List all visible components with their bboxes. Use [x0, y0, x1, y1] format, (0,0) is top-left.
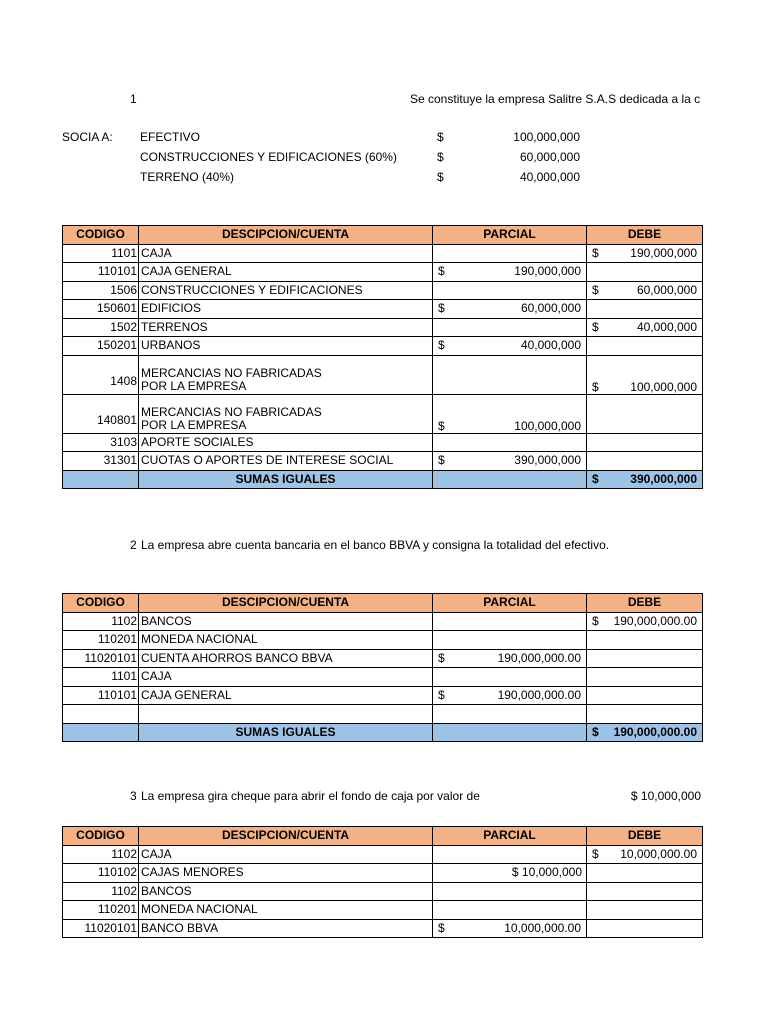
totals-empty-cell: [63, 470, 139, 489]
account-description: CAJA GENERAL: [139, 686, 433, 705]
debe-cell: [587, 668, 703, 687]
debe-amount: 10,000,000.00: [620, 846, 697, 861]
table-row: [63, 452, 703, 471]
entry-3-value: $ 10,000,000: [630, 789, 701, 803]
parcial-cell: [433, 864, 587, 883]
description-line: MERCANCIAS NO FABRICADAS: [141, 404, 322, 419]
totals-parcial-cell: [433, 470, 587, 489]
account-description: CUOTAS O APORTES DE INTERESE SOCIAL: [139, 452, 433, 471]
table-row: [63, 668, 703, 687]
debe-cell: [587, 263, 703, 282]
debe-cell: [587, 300, 703, 319]
header-debe: DEBE: [587, 594, 703, 613]
currency-symbol: $: [438, 687, 445, 702]
totals-parcial-cell: [433, 723, 587, 742]
parcial-cell: [433, 919, 587, 938]
empty-cell: [587, 705, 703, 724]
header-descripcion: DESCIPCION/CUENTA: [139, 827, 433, 846]
table-header: [63, 226, 703, 245]
account-code: 140801: [63, 394, 139, 433]
currency-symbol: $: [592, 379, 599, 394]
account-description: CAJA GENERAL: [139, 263, 433, 282]
description-line: MERCANCIAS NO FABRICADAS: [141, 365, 322, 380]
table-row: [63, 901, 703, 920]
table-row: [63, 263, 703, 282]
table-row: [63, 281, 703, 300]
debe-cell: [587, 864, 703, 883]
table-row: [63, 882, 703, 901]
header-debe: DEBE: [587, 827, 703, 846]
total-amount: 190,000,000.00: [613, 724, 697, 739]
header-debe: DEBE: [587, 226, 703, 245]
header-codigo: CODIGO: [63, 594, 139, 613]
account-description: CAJAS MENORES: [139, 864, 433, 883]
debe-cell: [587, 318, 703, 337]
parcial-amount: 190,000,000.00: [497, 687, 581, 702]
account-description: APORTE SOCIALES: [139, 433, 433, 452]
debe-cell: [587, 612, 703, 631]
journal-table-1: [62, 225, 703, 489]
table-row: [63, 337, 703, 356]
parcial-cell: [433, 649, 587, 668]
table-header: [63, 827, 703, 846]
parcial-cell: [433, 318, 587, 337]
currency-symbol: $: [438, 418, 445, 433]
parcial-amount: $ 10,000,000: [511, 865, 582, 880]
account-description: CAJA: [139, 668, 433, 687]
account-description: BANCOS: [139, 882, 433, 901]
header-parcial: PARCIAL: [433, 827, 587, 846]
debe-cell: [587, 919, 703, 938]
currency-symbol: $: [437, 150, 444, 164]
totals-empty-cell: [63, 723, 139, 742]
totals-label: SUMAS IGUALES: [139, 723, 433, 742]
currency-symbol: $: [438, 301, 445, 316]
debe-cell: [587, 281, 703, 300]
parcial-amount: 390,000,000: [514, 453, 581, 468]
header-descripcion: DESCIPCION/CUENTA: [139, 594, 433, 613]
debe-cell: [587, 337, 703, 356]
debe-cell: [587, 845, 703, 864]
debe-amount: 40,000,000: [636, 319, 697, 334]
currency-symbol: $: [592, 471, 599, 486]
table-header: [63, 594, 703, 613]
debe-cell: [587, 901, 703, 920]
parcial-amount: 40,000,000: [520, 338, 581, 353]
parcial-cell: [433, 433, 587, 452]
totals-label: SUMAS IGUALES: [139, 470, 433, 489]
account-description: URBANOS: [139, 337, 433, 356]
entry-2-text: La empresa abre cuenta bancaria en el banco BBVA y consigna la totalidad del efectivo.: [141, 538, 610, 552]
account-description: EDIFICIOS: [139, 300, 433, 319]
table-row: [63, 244, 703, 263]
account-code: 110201: [63, 631, 139, 650]
parcial-cell: [433, 631, 587, 650]
account-code: 110201: [63, 901, 139, 920]
parcial-cell: [433, 355, 587, 394]
account-code: 1408: [63, 355, 139, 394]
currency-symbol: $: [592, 613, 599, 628]
contribution-amount: 40,000,000: [519, 170, 580, 184]
table-row: [63, 355, 703, 394]
currency-symbol: $: [437, 170, 444, 184]
header-descripcion: DESCIPCION/CUENTA: [139, 226, 433, 245]
table-row: [63, 864, 703, 883]
currency-symbol: $: [592, 724, 599, 739]
account-description: [139, 394, 433, 433]
account-description: MONEDA NACIONAL: [139, 631, 433, 650]
table-row: [63, 631, 703, 650]
account-code: 110102: [63, 864, 139, 883]
account-description: CONSTRUCCIONES Y EDIFICACIONES: [139, 281, 433, 300]
account-code: 150201: [63, 337, 139, 356]
parcial-cell: [433, 901, 587, 920]
debe-cell: [587, 433, 703, 452]
account-code: 11020101: [63, 649, 139, 668]
parcial-amount: 190,000,000: [514, 264, 581, 279]
debe-cell: [587, 882, 703, 901]
total-amount: 390,000,000: [630, 471, 697, 486]
parcial-cell: [433, 281, 587, 300]
account-code: 110101: [63, 686, 139, 705]
debe-amount: 60,000,000: [636, 282, 697, 297]
entry-number-3: 3: [130, 789, 137, 803]
account-code: 1101: [63, 244, 139, 263]
account-code: 150601: [63, 300, 139, 319]
header-parcial: PARCIAL: [433, 226, 587, 245]
account-description: MONEDA NACIONAL: [139, 901, 433, 920]
currency-symbol: $: [592, 245, 599, 260]
table-row: [63, 433, 703, 452]
currency-symbol: $: [438, 453, 445, 468]
partner-label: SOCIA A:: [62, 130, 113, 144]
account-code: 31301: [63, 452, 139, 471]
header-codigo: CODIGO: [63, 226, 139, 245]
currency-symbol: $: [437, 130, 444, 144]
empty-cell: [63, 705, 139, 724]
contribution-label: EFECTIVO: [140, 130, 201, 144]
parcial-amount: 10,000,000.00: [504, 920, 581, 935]
contribution-amount: 100,000,000: [513, 130, 580, 144]
parcial-cell: [433, 300, 587, 319]
totals-row: [63, 723, 703, 742]
currency-symbol: $: [592, 282, 599, 297]
account-code: 1101: [63, 668, 139, 687]
table-row-empty: [63, 705, 703, 724]
description-line: POR LA EMPRESA: [141, 417, 247, 432]
parcial-amount: 60,000,000: [520, 301, 581, 316]
account-description: [139, 355, 433, 394]
debe-cell: [587, 452, 703, 471]
currency-symbol: $: [592, 846, 599, 861]
account-description: BANCOS: [139, 612, 433, 631]
journal-table-3: [62, 826, 703, 938]
debe-cell: [587, 355, 703, 394]
parcial-amount: 190,000,000.00: [497, 650, 581, 665]
currency-symbol: $: [438, 264, 445, 279]
contribution-label: CONSTRUCCIONES Y EDIFICACIONES (60%): [140, 150, 397, 164]
header-codigo: CODIGO: [63, 827, 139, 846]
parcial-cell: [433, 244, 587, 263]
debe-amount: 190,000,000: [630, 245, 697, 260]
account-description: TERRENOS: [139, 318, 433, 337]
account-description: CUENTA AHORROS BANCO BBVA: [139, 649, 433, 668]
parcial-cell: [433, 882, 587, 901]
debe-cell: [587, 631, 703, 650]
intro-text: Se constituye la empresa Salitre S.A.S dedicada a la c: [410, 92, 701, 106]
table-row: [63, 686, 703, 705]
parcial-amount: 100,000,000: [514, 418, 581, 433]
debe-amount: 100,000,000: [630, 379, 697, 394]
account-code: 3103: [63, 433, 139, 452]
account-description: BANCO BBVA: [139, 919, 433, 938]
currency-symbol: $: [438, 338, 445, 353]
debe-cell: [587, 649, 703, 668]
table-row: [63, 394, 703, 433]
debe-cell: [587, 686, 703, 705]
empty-cell: [433, 705, 587, 724]
account-code: 110101: [63, 263, 139, 282]
parcial-cell: [433, 452, 587, 471]
account-description: CAJA: [139, 845, 433, 864]
currency-symbol: $: [438, 650, 445, 665]
entry-number-2: 2: [130, 538, 137, 552]
totals-debe-cell: [587, 470, 703, 489]
parcial-cell: [433, 612, 587, 631]
account-code: 1102: [63, 845, 139, 864]
account-code: 1506: [63, 281, 139, 300]
debe-cell: [587, 244, 703, 263]
description-line: POR LA EMPRESA: [141, 378, 247, 393]
parcial-cell: [433, 668, 587, 687]
contribution-amount: 60,000,000: [519, 150, 580, 164]
totals-row: [63, 470, 703, 489]
account-code: 1102: [63, 612, 139, 631]
contribution-label: TERRENO (40%): [140, 170, 235, 184]
table-row: [63, 649, 703, 668]
totals-debe-cell: [587, 723, 703, 742]
parcial-cell: [433, 337, 587, 356]
currency-symbol: $: [592, 319, 599, 334]
debe-amount: 190,000,000.00: [613, 613, 697, 628]
debe-cell: [587, 394, 703, 433]
header-parcial: PARCIAL: [433, 594, 587, 613]
table-row: [63, 845, 703, 864]
empty-cell: [139, 705, 433, 724]
account-code: 1102: [63, 882, 139, 901]
entry-number-1: 1: [130, 92, 137, 106]
table-row: [63, 612, 703, 631]
table-row: [63, 318, 703, 337]
parcial-cell: [433, 845, 587, 864]
table-row: [63, 300, 703, 319]
parcial-cell: [433, 263, 587, 282]
journal-table-2: [62, 593, 703, 742]
parcial-cell: [433, 394, 587, 433]
account-code: 11020101: [63, 919, 139, 938]
table-row: [63, 919, 703, 938]
account-code: 1502: [63, 318, 139, 337]
parcial-cell: [433, 686, 587, 705]
entry-3-text: La empresa gira cheque para abrir el fondo de caja por valor de: [141, 789, 480, 803]
account-description: CAJA: [139, 244, 433, 263]
currency-symbol: $: [438, 920, 445, 935]
